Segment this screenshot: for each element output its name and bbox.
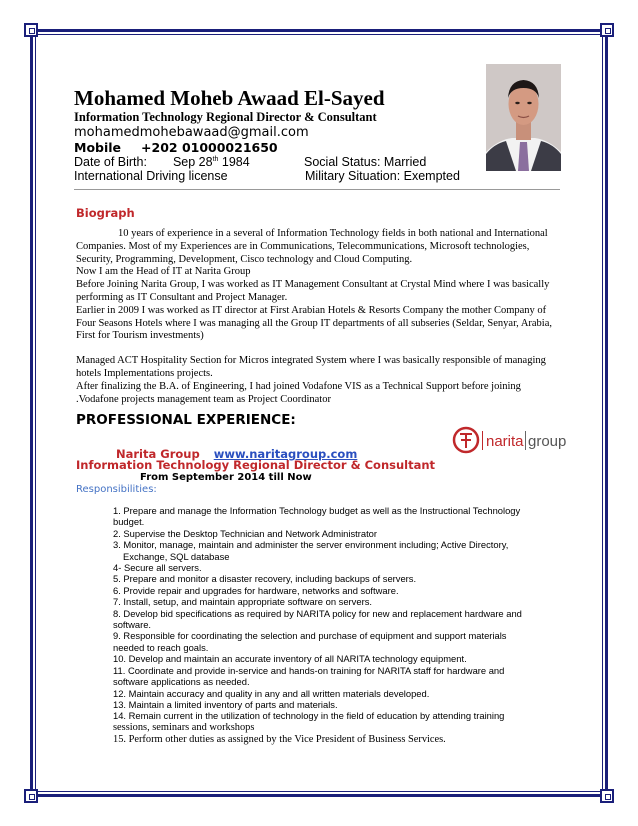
corner-ornament	[24, 789, 38, 803]
biograph-paragraph: 10 years of experience in a several of Information Technology fields in both national and International Companies. Most of my Experiences are in Communications, Telecommunications, Microsoft technologies, Security, Programming, Development, Cisco technology and Cloud Computing.	[76, 228, 548, 265]
biograph-paragraph: Earlier in 2009 I was worked as IT director at First Arabian Hotels & Resorts Company the mother Company of Four Seasons Hotels where I was managing all the Group IT departments of all subseries (Seldar, Senyar, Arabia, First for Tourism investments)	[76, 304, 553, 342]
job-role: Information Technology Regional Director & Consultant	[76, 458, 436, 472]
biograph-text	[76, 228, 552, 406]
corner-ornament	[24, 23, 38, 37]
profile-photo	[486, 64, 561, 171]
candidate-name: Mohamed Moheb Awaad El-Sayed	[74, 86, 385, 110]
biograph-paragraph: After finalizing the B.A. of Engineering, I had joined Vodafone VIS as a Technical Support before joining	[76, 380, 521, 392]
list-item: 10. Develop and maintain an accurate inventory of all NARITA technology equipment.	[113, 653, 467, 665]
list-item: 15. Perform other duties as assigned by the Vice President of Business Services.	[113, 734, 446, 746]
list-item: 9. Responsible for coordinating the selection and purchase of equipment and support materials needed to reach goals.	[113, 630, 507, 653]
duties-list	[113, 505, 533, 747]
list-item: 11. Coordinate and provide in-service and hands-on training for NARITA staff for hardware and software applications as needed.	[113, 664, 505, 688]
company-name: Narita Group	[116, 447, 200, 461]
mobile-label: Mobile	[74, 140, 122, 155]
biograph-paragraph: .Vodafone projects management team as Project Coordinator	[76, 393, 331, 405]
list-item: 6. Provide repair and upgrades for hardware, networks and software.	[113, 584, 399, 596]
list-item: 12. Maintain accuracy and quality in any and all written materials developed.	[113, 687, 430, 699]
logo-text-narita: narita	[486, 433, 524, 450]
mobile-number[interactable]: +202 01000021650	[141, 140, 278, 155]
list-item: Exchange, SQL database	[123, 550, 230, 562]
social-status: Social Status: Married	[304, 155, 427, 169]
list-item: 2. Supervise the Desktop Technician and Network Administrator	[113, 527, 378, 539]
responsibilities-label: Responsibilities:	[76, 484, 157, 495]
corner-ornament	[600, 23, 614, 37]
list-item: 4- Secure all servers.	[113, 562, 202, 574]
military-status: Military Situation: Exempted	[305, 169, 460, 183]
biograph-heading: Biograph	[76, 206, 135, 220]
candidate-title: Information Technology Regional Director & Consultant	[74, 110, 377, 124]
logo-text-group: group	[528, 433, 567, 450]
biograph-paragraph: Now I am the Head of IT at Narita Group	[76, 266, 251, 278]
experience-heading: PROFESSIONAL EXPERIENCE:	[76, 412, 296, 428]
job-period: From September 2014 till Now	[140, 472, 312, 483]
list-item: 3. Monitor, manage, maintain and administer the server environment including; Active Directory,	[113, 539, 509, 551]
company-website-link[interactable]: www.naritagroup.com	[213, 447, 358, 461]
narita-group-logo	[452, 426, 570, 456]
list-item: 13. Maintain a limited inventory of parts and materials.	[113, 698, 338, 710]
driving-license: International Driving license	[74, 169, 228, 183]
biograph-paragraph: Managed ACT Hospitality Section for Micros integrated System where I was basically responsible of managing hotels Implementations projects.	[76, 355, 546, 379]
biograph-paragraph: Before Joining Narita Group, I was worked as IT Management Consultant at Crystal Mind where I was basically performing as IT Consultant and Project Manager.	[76, 279, 550, 303]
mobile-line	[74, 140, 278, 155]
header-divider	[74, 189, 560, 190]
date-of-birth: Date of Birth: Sep 28th 1984	[74, 155, 250, 169]
corner-ornament	[600, 789, 614, 803]
list-item: 1. Prepare and manage the Information Technology budget as well as the Instructional Technology budget.	[113, 505, 521, 528]
list-item: sessions, seminars and workshops	[113, 721, 255, 733]
list-item: 7. Install, setup, and maintain appropriate software on servers.	[113, 596, 372, 608]
list-item: 5. Prepare and monitor a disaster recovery, including backups of servers.	[113, 573, 417, 585]
list-item: 14. Remain current in the utilization of technology in the field of education by attending training	[113, 710, 505, 722]
email-address[interactable]: mohamedmohebawaad@gmail.com	[74, 125, 309, 140]
list-item: 8. Develop bid specifications as required by NARITA policy for new and replacement hardware and software.	[113, 607, 522, 631]
